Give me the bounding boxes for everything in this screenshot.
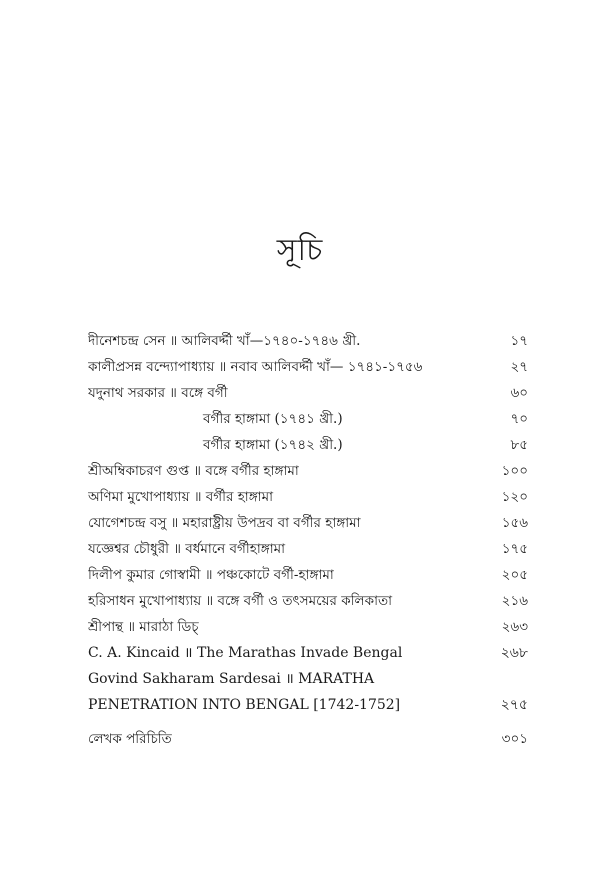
toc-entry[interactable] bbox=[88, 666, 528, 718]
toc-entry-page: ২৭ bbox=[510, 359, 528, 375]
toc-entry-title: Govind Sakharam Sardesai ॥ MARATHA PENETRATION INTO BENGAL [1742-1752] bbox=[88, 671, 401, 713]
toc-entry-title: শ্রীঅম্বিকাচরণ গুপ্ত ॥ বঙ্গে বর্গীর হাঙ্গামা bbox=[88, 463, 299, 479]
toc-entry-title: শ্রীপান্থ ॥ মারাঠা ডিচ্ bbox=[88, 619, 199, 635]
toc-entry[interactable] bbox=[88, 614, 528, 640]
toc-subentry[interactable] bbox=[88, 432, 528, 458]
toc-entry-page: ১৫৬ bbox=[501, 515, 528, 531]
toc-entry[interactable] bbox=[88, 354, 528, 380]
table-of-contents bbox=[88, 328, 528, 752]
toc-subentry[interactable] bbox=[88, 406, 528, 432]
toc-entry-page: ১৭৫ bbox=[501, 541, 528, 557]
toc-entry-page: ৬০ bbox=[510, 385, 528, 401]
toc-entry-title: যদুনাথ সরকার ॥ বঙ্গে বর্গী bbox=[88, 385, 228, 401]
toc-entry-title: যোগেশচন্দ্র বসু ॥ মহারাষ্ট্রীয় উপদ্রব বা বর্গীর হাঙ্গামা bbox=[88, 515, 361, 531]
toc-entry-title: হরিসাধন মুখোপাধ্যায় ॥ বঙ্গে বর্গী ও তৎসময়ের কলিকাতা bbox=[88, 593, 393, 609]
toc-entry-title: অণিমা মুখোপাধ্যায় ॥ বর্গীর হাঙ্গামা bbox=[88, 489, 273, 505]
toc-entry-title: যজ্ঞেশ্বর চৌধুরী ॥ বর্ধমানে বর্গীহাঙ্গামা bbox=[88, 541, 286, 557]
toc-entry-title: লেখক পরিচিতি bbox=[88, 731, 172, 747]
toc-entry-page: ১৭ bbox=[510, 333, 528, 349]
toc-entry-title: দিলীপ কুমার গোস্বামী ॥ পঞ্চকোটে বর্গী-হাঙ্গামা bbox=[88, 567, 334, 583]
toc-entry[interactable] bbox=[88, 510, 528, 536]
toc-entry-page: ১০০ bbox=[501, 463, 528, 479]
toc-entry-page: ৮৫ bbox=[510, 437, 528, 453]
toc-entry[interactable] bbox=[88, 588, 528, 614]
toc-entry[interactable] bbox=[88, 328, 528, 354]
toc-entry[interactable] bbox=[88, 458, 528, 484]
toc-entry-page: ৩০১ bbox=[501, 731, 528, 747]
toc-entry-title: বর্গীর হাঙ্গামা (১৭৪১ খ্রী.) bbox=[203, 411, 343, 427]
toc-entry-page: ৭০ bbox=[510, 411, 528, 427]
toc-entry-title: C. A. Kincaid ॥ The Marathas Invade Bengal bbox=[88, 645, 403, 661]
toc-entry-page: ১২০ bbox=[501, 489, 528, 505]
toc-entry[interactable] bbox=[88, 536, 528, 562]
toc-entry-page: ২০৫ bbox=[501, 567, 528, 583]
toc-entry-title: কালীপ্রসন্ন বন্দ্যোপাধ্যায় ॥ নবাব আলিবর্দ্দী খাঁ— ১৭৪১-১৭৫৬ bbox=[88, 359, 423, 375]
toc-entry[interactable] bbox=[88, 380, 528, 406]
toc-entry-page: ২১৬ bbox=[501, 593, 528, 609]
toc-entry-title: দীনেশচন্দ্র সেন ॥ আলিবর্দ্দী খাঁ—১৭৪০-১৭৪৬ খ্রী. bbox=[88, 333, 361, 349]
toc-entry-page: ২৬৩ bbox=[501, 619, 528, 635]
toc-entry[interactable] bbox=[88, 562, 528, 588]
toc-entry-page: ২৬৮ bbox=[500, 645, 528, 661]
toc-entry[interactable] bbox=[88, 640, 528, 666]
toc-entry-page: ২৭৫ bbox=[500, 697, 528, 713]
toc-entry[interactable] bbox=[88, 726, 528, 752]
page-title: সূচি bbox=[276, 233, 324, 268]
toc-entry[interactable] bbox=[88, 484, 528, 510]
toc-entry-title: বর্গীর হাঙ্গামা (১৭৪২ খ্রী.) bbox=[203, 437, 343, 453]
